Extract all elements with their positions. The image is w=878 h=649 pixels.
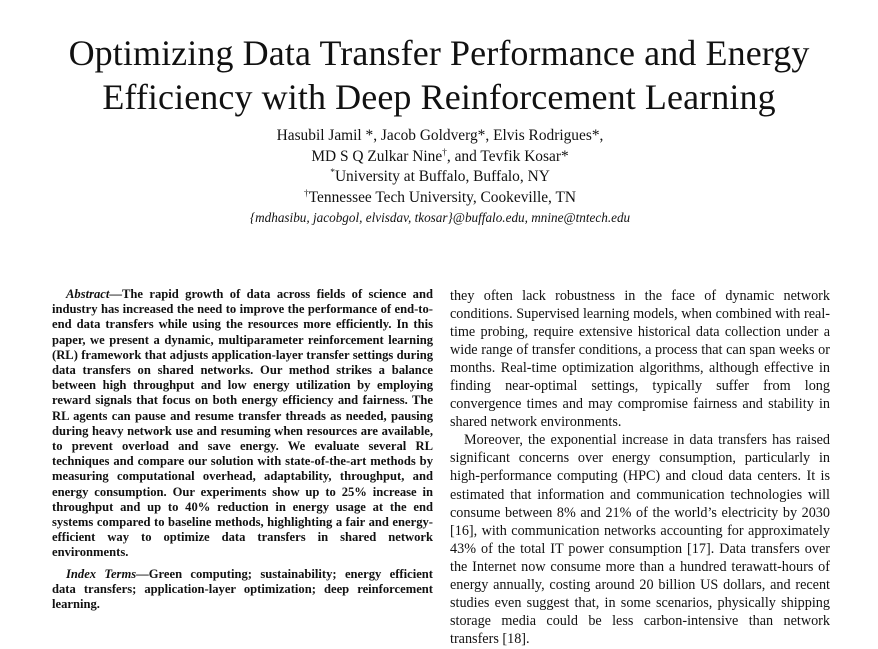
abstract-text: —The rapid growth of data across fields of science and industry has increased the need to improve the performance of end-to-end data transfers while using the resources more efficiently. In this paper, we present a dynamic, multiparameter reinforcement learning (RL) framework that adjusts application-layer transfer settings during data transfers on shared networks. Our method strikes a balance between high throughput and low energy utilization by employing reward signals that focus on both energy efficiency and fairness. The RL agents can pause and resume transfer threads as needed, pausing during heavy network use and resuming when resources are available, to prevent overload and save energy. We evaluate several RL techniques and compare our solution with state-of-the-art methods by measuring computational overhead, adaptability, throughput, and energy consumption. Our experiments show up to 25% increase in throughput and up to 40% reduction in energy usage at the end systems compared to baseline methods, highlighting a fair and energy-efficient way to optimize data transfers in shared network environments. (52, 287, 433, 560)
affiliation-tntech-text: Tennessee Tech University, Cookeville, TN (308, 188, 576, 206)
authors-line-2 (140, 147, 740, 168)
index-terms-paragraph (52, 567, 433, 613)
index-terms-text: —Green computing; sustainability; energy efficient data transfers; application-layer optimization; deep reinforcement learning. (52, 566, 433, 612)
abstract-paragraph (52, 287, 433, 561)
affiliation-tntech (140, 188, 740, 209)
index-terms-label: Index Terms (66, 566, 137, 581)
right-column (450, 287, 830, 648)
author-block (140, 126, 740, 229)
paper-title: Optimizing Data Transfer Performance and Energy Efficiency with Deep Reinforcement Learning (68, 33, 810, 117)
body-paragraph-2: Moreover, the exponential increase in data transfers has raised significant concerns over energy consumption, particularly in high-performance computing (HPC) and cloud data centers. It is estimated that information and communication technologies will consume between 8% and 21% of the world’s electricity by 2030 [16], with communication networks accounting for approximately 43% of the total IT power consumption [17]. Data transfers over the Internet now consume more than a hundred terawatt-hours of energy annually, costing around 20 billion US dollars, and recent studies even suggest that, in some scenarios, physically shipping storage media could be less carbon-intensive than network transfers [18]. (450, 432, 830, 647)
author-nine: MD S Q Zulkar Nine (311, 147, 443, 165)
author-emails: {mdhasibu, jacobgol, elvisdav, tkosar}@buffalo.edu, mnine@tntech.edu (249, 210, 631, 225)
affiliation-buffalo (140, 167, 740, 188)
asterisk-mark: * (330, 168, 335, 178)
abstract-label: Abstract (66, 287, 110, 301)
affiliation-buffalo-text: University at Buffalo, Buffalo, NY (334, 168, 550, 185)
dagger-mark: † (442, 147, 447, 158)
body-paragraph-1: they often lack robustness in the face of dynamic network conditions. Supervised learning models, when combined with real-time probing, require extensive historical data collection under a wide range of transfer conditions, a process that can span weeks or months. Real-time optimization algorithms, although effective in finding near-optimal settings, typically suffer from long convergence times and may compromise fairness and stability in shared network environments. (450, 288, 830, 431)
author-kosar: , and Tevfik Kosar* (446, 147, 569, 165)
authors-line-1: Hasubil Jamil *, Jacob Goldverg*, Elvis Rodrigues*, (276, 127, 604, 144)
left-column (52, 287, 433, 612)
dagger-mark-2: † (303, 188, 309, 199)
